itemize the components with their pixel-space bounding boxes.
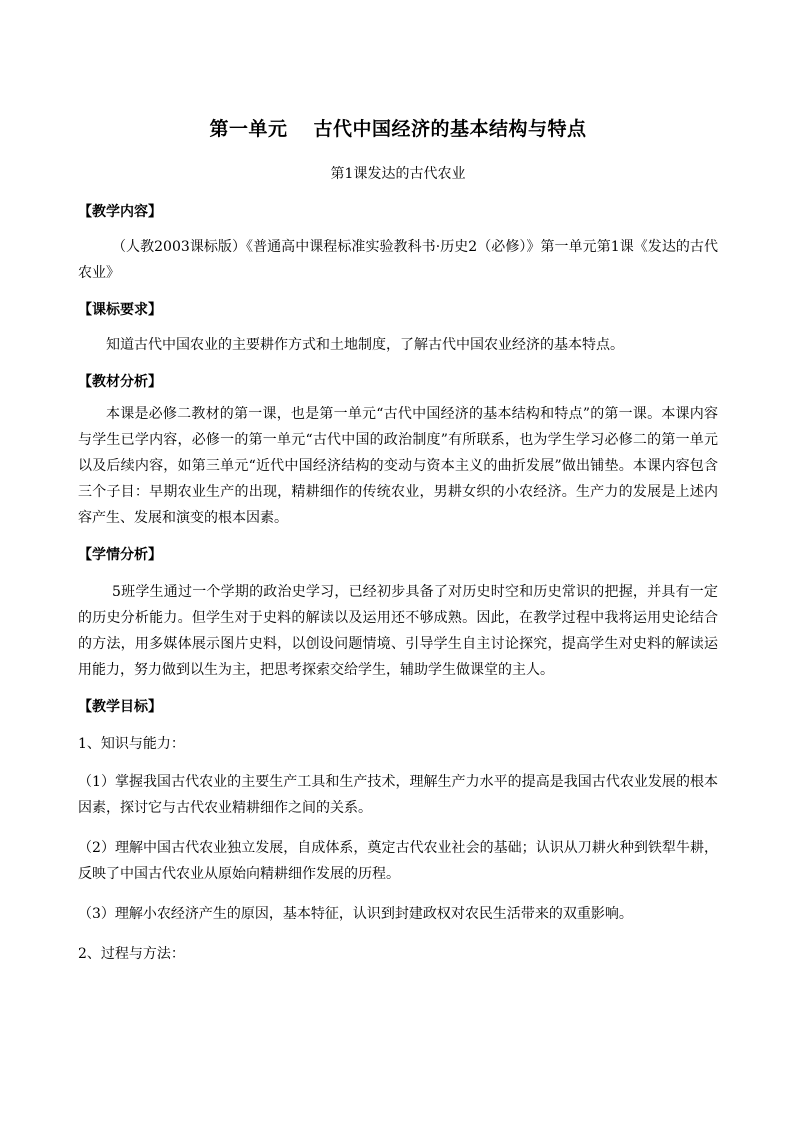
analysis-paragraph: 本课是必修二教材的第一课，也是第一单元“古代中国经济的基本结构和特点”的第一课。本课内容与学生已学内容，必修一的第一单元“古代中国的政治制度”有所联系，也为学生学习必修二的第一单元以及后续内容，如第三单元“近代中国经济结构的变动与资本主义的曲折发展”做出铺垫。本课内容包含三个子目：早期农业生产的出现，精耕细作的传统农业，男耕女织的小农经济。生产力的发展是上述内容产生、发展和演变的根本因素。 xyxy=(78,406,718,526)
section-heading-students: 【学情分析】 xyxy=(78,547,162,563)
section-heading-analysis: 【教材分析】 xyxy=(78,374,162,390)
goal1-heading: 1、知识与能力： xyxy=(78,736,185,752)
standard-paragraph: 知道古代中国农业的主要耕作方式和土地制度，了解古代中国农业经济的基本特点。 xyxy=(106,337,624,353)
section-heading-content: 【教学内容】 xyxy=(78,204,162,220)
students-paragraph: 5班学生通过一个学期的政治史学习，已经初步具备了对历史时空和历史常识的把握，并具有一定的历史分析能力。但学生对于史料的解读以及运用还不够成熟。因此，在教学过程中我将运用史论结合的方法，用多媒体展示图片史料，以创设问题情境、引导学生自主讨论探究，提高学生对史料的解读运用能力，努力做到以生为主，把思考探索交给学生，辅助学生做课堂的主人。 xyxy=(78,584,718,678)
goal1-item: （3）理解小农经济产生的原因，基本特征，认识到封建政权对农民生活带来的双重影响。 xyxy=(78,906,633,922)
goal1-item: （1）掌握我国古代农业的主要生产工具和生产技术，理解生产力水平的提高是我国古代农业发展的根本因素，探讨它与古代农业精耕细作之间的关系。 xyxy=(78,774,718,816)
lesson-subtitle: 第1课发达的古代农业 xyxy=(330,166,466,182)
unit-title-number: 第一单元 xyxy=(209,118,288,140)
content-paragraph: （人教2003课标版）《普通高中课程标准实验教科书·历史2（必修）》第一单元第1课《发达的古代农业》 xyxy=(78,239,718,281)
goal2-heading: 2、过程与方法： xyxy=(78,946,185,962)
unit-title-text: 古代中国经济的基本结构与特点 xyxy=(313,118,587,140)
document-body xyxy=(78,116,718,967)
section-heading-goals: 【教学目标】 xyxy=(78,699,162,715)
section-heading-standard: 【课标要求】 xyxy=(78,302,162,318)
goal1-item: （2）理解中国古代农业独立发展，自成体系，奠定古代农业社会的基础；认识从刀耕火种到铁犁牛耕，反映了中国古代农业从原始向精耕细作发展的历程。 xyxy=(78,840,718,882)
unit-title xyxy=(78,116,718,142)
